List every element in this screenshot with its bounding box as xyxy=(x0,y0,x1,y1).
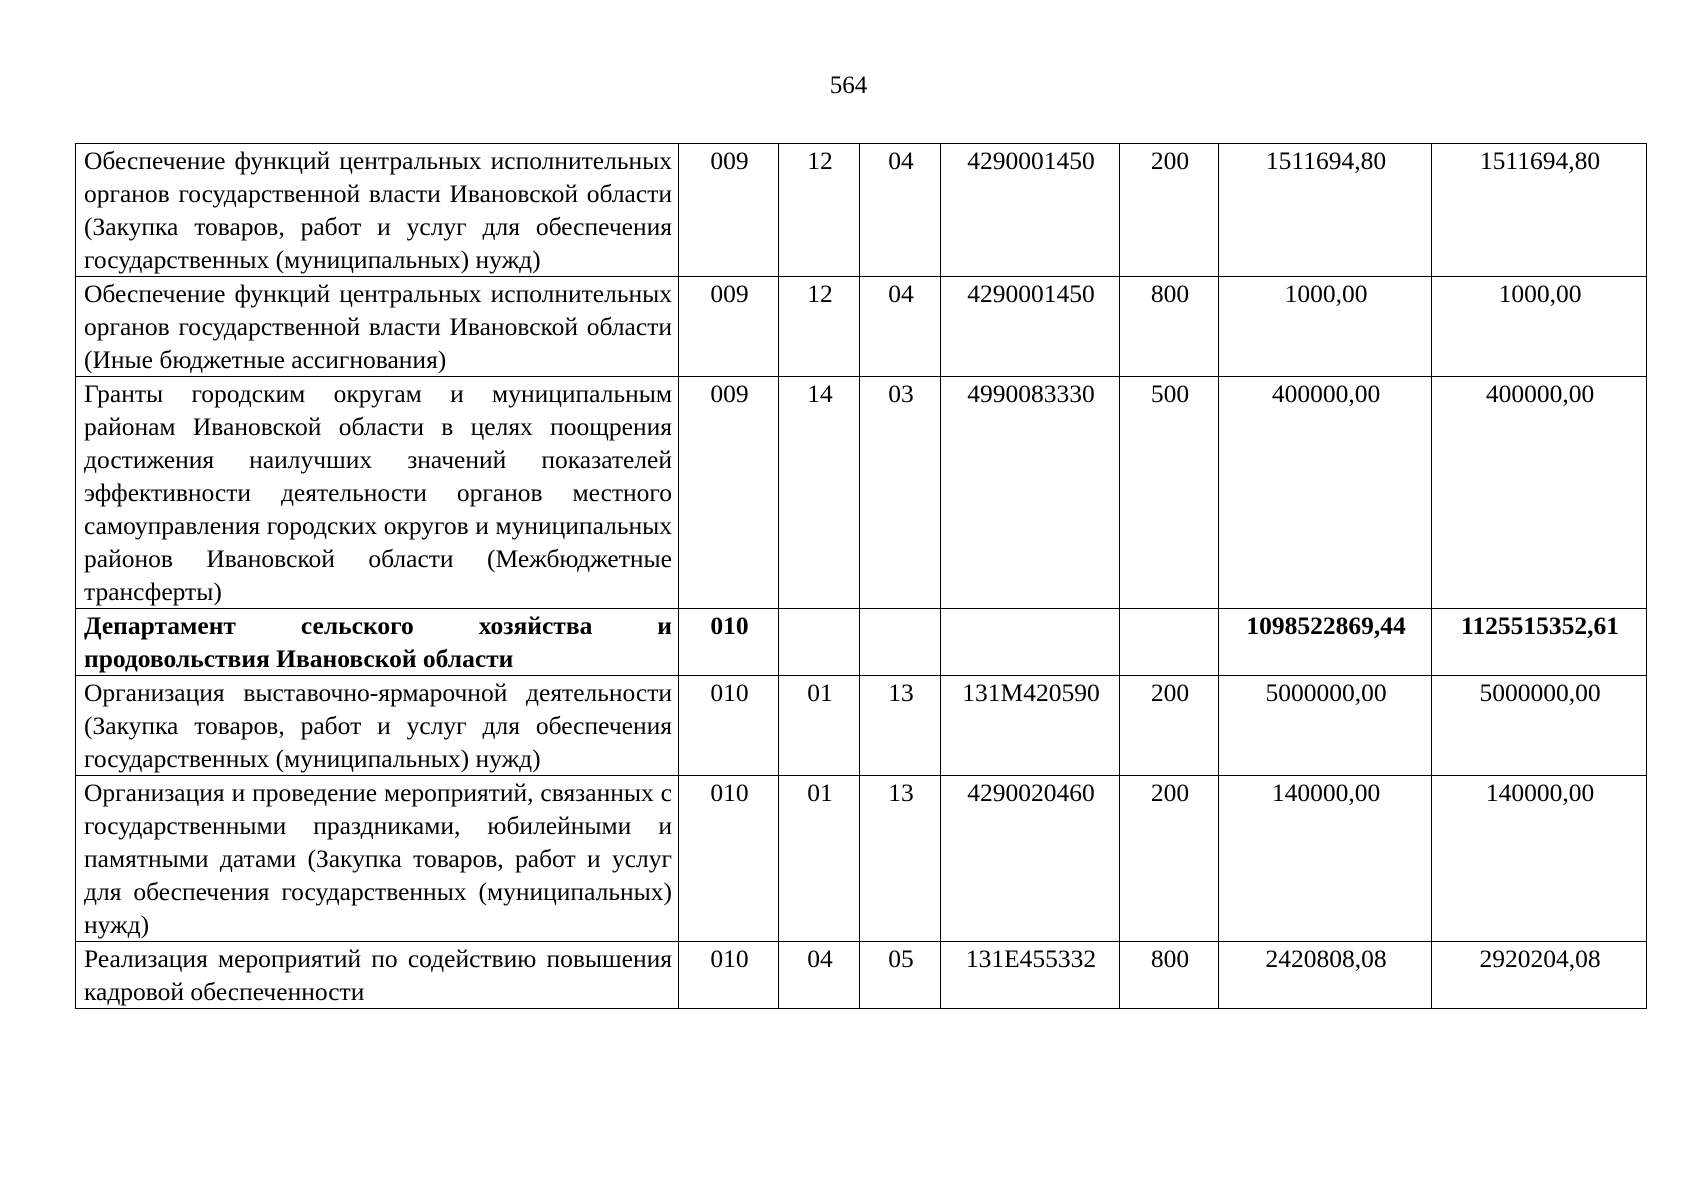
row-expense-type: 200 xyxy=(1120,776,1219,942)
row-sum-year1: 1098522869,44 xyxy=(1219,609,1432,676)
row-target-article: 131M420590 xyxy=(941,676,1120,776)
row-sum-year2: 1125515352,61 xyxy=(1432,609,1647,676)
row-grbs: 009 xyxy=(679,377,779,609)
row-target-article: 4290001450 xyxy=(941,144,1120,277)
table-row xyxy=(76,776,1647,942)
row-subsection: 04 xyxy=(860,144,941,277)
row-name xyxy=(76,942,679,1009)
row-sum-year2: 1000,00 xyxy=(1432,277,1647,377)
row-name: Организация и проведение мероприятий, связанных с государственными праздниками, юбилейными и памятными датами (Закупка товаров, работ и услуг для обеспечения государственных (муниципальных) нужд) xyxy=(76,776,679,942)
row-grbs: 010 xyxy=(679,776,779,942)
row-name: Обеспечение функций центральных исполнительных органов государственной власти Ивановской области (Иные бюджетные ассигнования) xyxy=(76,277,679,377)
table-row xyxy=(76,676,1647,776)
row-expense-type: 800 xyxy=(1120,277,1219,377)
row-sum-year1: 1000,00 xyxy=(1219,277,1432,377)
row-grbs: 010 xyxy=(679,942,779,1009)
row-sum-year1: 1511694,80 xyxy=(1219,144,1432,277)
row-section: 04 xyxy=(779,942,860,1009)
page-number: 564 xyxy=(829,72,868,99)
row-grbs: 010 xyxy=(679,676,779,776)
table-row xyxy=(76,942,1647,1009)
row-target-article xyxy=(941,609,1120,676)
row-name: Организация выставочно-ярмарочной деятельности (Закупка товаров, работ и услуг для обеспечения государственных (муниципальных) нужд) xyxy=(76,676,679,776)
row-expense-type: 500 xyxy=(1120,377,1219,609)
row-sum-year1: 2420808,08 xyxy=(1219,942,1432,1009)
row-expense-type xyxy=(1120,609,1219,676)
row-sum-year2: 2920204,08 xyxy=(1432,942,1647,1009)
table-row xyxy=(76,277,1647,377)
row-target-article: 4290020460 xyxy=(941,776,1120,942)
row-subsection: 05 xyxy=(860,942,941,1009)
row-section xyxy=(779,609,860,676)
budget-table xyxy=(75,143,1647,1009)
row-expense-type: 200 xyxy=(1120,144,1219,277)
row-target-article: 131E455332 xyxy=(941,942,1120,1009)
row-name: Департамент сельского хозяйства и продовольствия Ивановской области xyxy=(76,609,679,676)
row-sum-year2: 1511694,80 xyxy=(1432,144,1647,277)
row-expense-type: 800 xyxy=(1120,942,1219,1009)
row-subsection: 13 xyxy=(860,776,941,942)
row-subsection: 13 xyxy=(860,676,941,776)
row-name: Гранты городским округам и муниципальным районам Ивановской области в целях поощрения достижения наилучших значений показателей эффективности деятельности органов местного самоуправления городских округов и муниципальных районов Ивановской области (Межбюджетные трансферты) xyxy=(76,377,679,609)
row-grbs: 009 xyxy=(679,144,779,277)
row-sum-year2: 140000,00 xyxy=(1432,776,1647,942)
row-name: Обеспечение функций центральных исполнительных органов государственной власти Ивановской области (Закупка товаров, работ и услуг для обеспечения государственных (муниципальных) нужд) xyxy=(76,144,679,277)
row-sum-year1: 5000000,00 xyxy=(1219,676,1432,776)
row-subsection: 03 xyxy=(860,377,941,609)
row-expense-type: 200 xyxy=(1120,676,1219,776)
row-target-article: 4990083330 xyxy=(941,377,1120,609)
row-name-text: Реализация мероприятий по содействию повышения кадровой обеспеченности xyxy=(84,944,672,1006)
row-grbs: 010 xyxy=(679,609,779,676)
row-section: 14 xyxy=(779,377,860,609)
row-sum-year2: 5000000,00 xyxy=(1432,676,1647,776)
row-section: 01 xyxy=(779,776,860,942)
row-sum-year2: 400000,00 xyxy=(1432,377,1647,609)
row-sum-year1: 140000,00 xyxy=(1219,776,1432,942)
row-target-article: 4290001450 xyxy=(941,277,1120,377)
table-row xyxy=(76,377,1647,609)
table-row xyxy=(76,144,1647,277)
row-section: 01 xyxy=(779,676,860,776)
row-section: 12 xyxy=(779,144,860,277)
row-grbs: 009 xyxy=(679,277,779,377)
table-row-department xyxy=(76,609,1647,676)
row-subsection xyxy=(860,609,941,676)
row-subsection: 04 xyxy=(860,277,941,377)
row-section: 12 xyxy=(779,277,860,377)
row-sum-year1: 400000,00 xyxy=(1219,377,1432,609)
